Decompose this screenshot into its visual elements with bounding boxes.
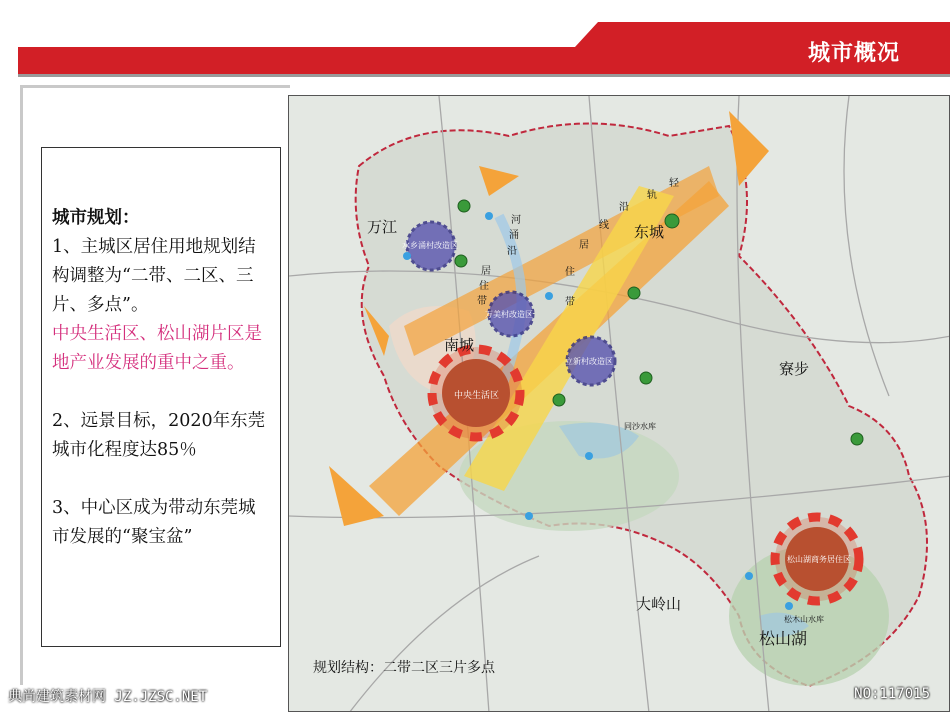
planning-textbox xyxy=(41,147,281,647)
planning-point-1-highlight: 中央生活区、松山湖片区是地产业发展的重中之重。 xyxy=(52,324,262,373)
reservoir-label-2: 松木山水库 xyxy=(784,615,824,624)
zone-label-3: 立新村改造区 xyxy=(565,357,613,366)
district-label-wanjiang: 万江 xyxy=(367,218,398,236)
district-label-nancheng: 南城 xyxy=(444,336,475,354)
zone-label-center: 中央生活区 xyxy=(454,391,500,401)
district-label-liaobu: 寮步 xyxy=(779,360,810,378)
band-label-rail-4: 线 xyxy=(599,220,609,231)
band-label-river-3: 沿 xyxy=(507,246,517,257)
planning-heading: 城市规划： xyxy=(52,208,140,228)
map-caption: 规划结构：二带二区三片多点 xyxy=(313,660,495,676)
band-label-rail-2: 轨 xyxy=(647,190,657,201)
map-graphics xyxy=(289,96,950,712)
planning-point-2: 2、远景目标，2020年东莞城市化程度达85％ xyxy=(52,411,266,460)
band-label-river-2: 涌 xyxy=(509,230,519,241)
watermark-site: 典尚建筑素材网 JZ.JZSC.NET xyxy=(8,689,208,705)
band-label-rail-5: 居 xyxy=(579,240,589,251)
band-label-river-1: 河 xyxy=(511,215,521,226)
watermark-number: NO:117015 xyxy=(854,686,930,702)
band-label-rail-1: 轻 xyxy=(669,178,679,189)
reservoir-label: 同沙水库 xyxy=(624,422,656,431)
city-plan-map xyxy=(288,95,950,712)
planning-point-1: 1、主城区居住用地规划结构调整为“二带、二区、三片、多点”。 xyxy=(52,237,256,315)
zone-label-1: 水乡涌村改造区 xyxy=(402,241,458,250)
frame-line-top xyxy=(20,85,290,88)
band-label-rail-7: 带 xyxy=(565,297,575,308)
band-label-rail-3: 沿 xyxy=(619,202,629,213)
band-label-river-5: 住 xyxy=(479,281,489,292)
zone-label-2: 万美村改造区 xyxy=(485,310,533,319)
slide-title: 城市概况 xyxy=(807,41,900,66)
band-label-river-4: 居 xyxy=(481,266,491,277)
zone-label-songshan: 松山湖商务居住区 xyxy=(787,555,851,564)
band-label-river-6: 带 xyxy=(477,296,487,307)
district-label-dongcheng: 东城 xyxy=(634,223,665,241)
planning-point-3: 3、中心区成为带动东莞城市发展的“聚宝盆” xyxy=(52,498,256,547)
district-label-dalingshan: 大岭山 xyxy=(636,595,682,613)
frame-line-left xyxy=(20,85,23,685)
header-banner xyxy=(0,0,950,90)
spacer xyxy=(52,378,270,407)
spacer xyxy=(52,465,270,494)
band-label-rail-6: 住 xyxy=(565,267,575,278)
district-label-songshanhu: 松山湖 xyxy=(759,629,808,648)
